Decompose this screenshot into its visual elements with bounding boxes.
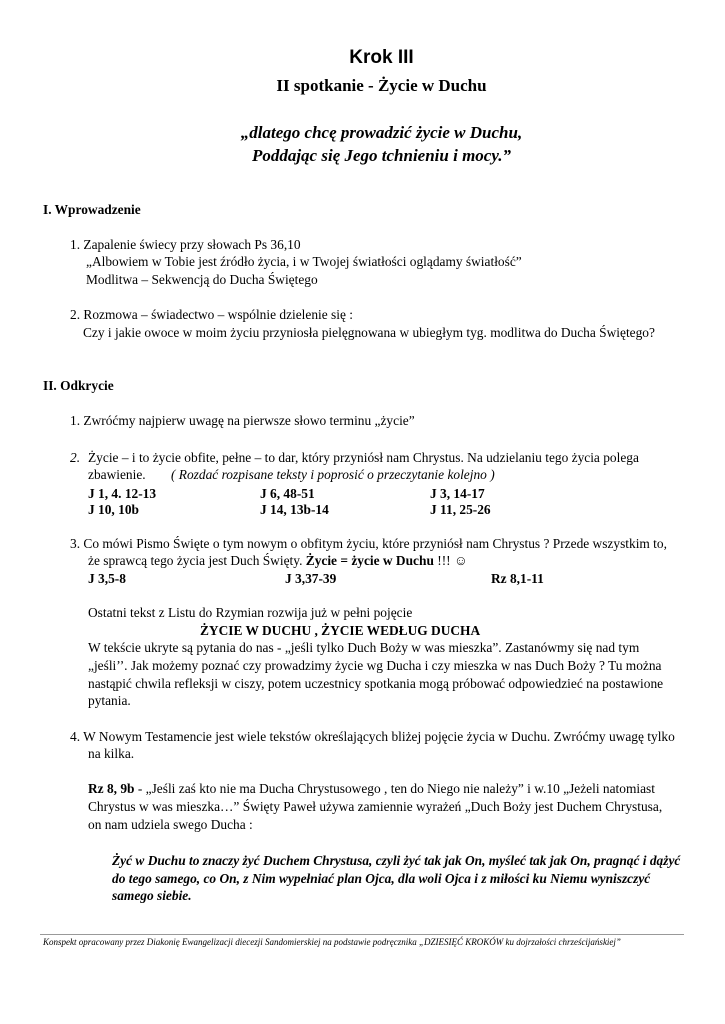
romans-paragraph-line: „jeśli’’. Jak możemy poznać czy prowadzimy życie wg Ducha i czy mieszka w nas Duch Boży ? Tu można (88, 658, 662, 673)
intro-question: Czy i jakie owoce w moim życiu przyniosła pielęgnowana w ubiegłym tyg. modlitwa do Ducha Świętego? (83, 325, 655, 340)
discovery-item-3-line-1: 3. Co mówi Pismo Święte o tym nowym o obfitym życiu, które przyniósł nam Chrystus ? Przede wszystkim to, (70, 536, 667, 551)
intro-item-2: 2. Rozmowa – świadectwo – wspólnie dzielenie się : (70, 307, 353, 322)
discovery-item-4-line-2: na kilka. (88, 746, 135, 761)
key-quote-line: do tego samego, co On, z Nim wypełniać plan Ojca, dla woli Ojca i z miłości ku Niemu wyniszczyć (112, 871, 651, 886)
discovery-item-1: 1. Zwróćmy najpierw uwagę na pierwsze słowo terminu „życie” (70, 413, 415, 428)
discovery-item-2-line-2: zbawienie. (88, 467, 146, 482)
romans-8-9-text: - „Jeśli zaś kto nie ma Ducha Chrystusowego , ten do Niego nie należy” i w.10 „Jeżeli natomiast (134, 781, 655, 796)
romans-paragraph-line: pytania. (88, 693, 131, 708)
romans-8-9-line-3: on nam udziela swego Ducha : (88, 817, 253, 832)
footer-divider (40, 934, 684, 935)
romans-8-9-line-2: Chrystus w was mieszka…” Święty Paweł używa zamiennie wyrażeń „Duch Boży jest Duchem Chrystusa, (88, 799, 663, 814)
scripture-ref: J 14, 13b-14 (260, 502, 329, 517)
scripture-ref: Rz 8,1-11 (491, 571, 544, 586)
key-quote-line: Żyć w Duchu to znaczy żyć Duchem Chrystusa, czyli żyć tak jak On, myśleć tak jak On, pragnąć i dążyć (112, 853, 681, 868)
prayer-note: Modlitwa – Sekwencją do Ducha Świętego (86, 272, 318, 287)
romans-intro: Ostatni tekst z Listu do Rzymian rozwija już w pełni pojęcie (88, 605, 413, 620)
discovery-item-3-text: że sprawcą tego życia jest Duch Święty. (88, 553, 306, 568)
scripture-ref: J 1, 4. 12-13 (88, 486, 157, 501)
section-heading-introduction: I. Wprowadzenie (43, 202, 141, 217)
discovery-item-2-number: 2. (70, 450, 81, 465)
key-quote-line: samego siebie. (112, 888, 192, 903)
section-heading-discovery: II. Odkrycie (43, 378, 114, 393)
romans-paragraph-line: W tekście ukryte są pytania do nas - „jeśli tylko Duch Boży w was mieszka”. Zastanówmy się nad tym (88, 640, 640, 655)
footer-note: Konspekt opracowany przez Diakonię Ewangelizacji diecezji Sandomierskiej na podstawie podręcznika „DZIESIĘĆ KROKÓW ku dojrzałości chrześcijańskiej” (43, 937, 621, 947)
life-in-spirit-formula: Życie = życie w Duchu (305, 553, 434, 568)
scripture-ref: J 3,37-39 (285, 571, 337, 586)
discovery-item-3-emphasis: !!! ☺ (433, 553, 468, 568)
romans-paragraph-line: nastąpić chwila refleksji w ciszy, potem uczestnicy spotkania mogą próbować odpowiedzieć na postawione (88, 676, 664, 691)
motto-line-1: „dlatego chcę prowadzić życie w Duchu, (240, 123, 523, 142)
psalm-quote: „Albowiem w Tobie jest źródło życia, i w Twojej światłości oglądamy światłość” (86, 254, 522, 269)
page-title: Krok III (349, 47, 414, 68)
scripture-ref: J 11, 25-26 (430, 502, 491, 517)
discovery-item-3-line-2 (88, 552, 468, 570)
scripture-ref: J 3,5-8 (88, 571, 126, 586)
romans-8-9-ref: Rz 8, 9b (88, 781, 135, 796)
discovery-item-4-line-1: 4. W Nowym Testamencie jest wiele tekstów określających bliżej pojęcie życia w Duchu. Zwróćmy uwagę tylko (70, 729, 675, 744)
romans-8-9-line-1 (88, 780, 655, 798)
romans-heading: ŻYCIE W DUCHU , ŻYCIE WEDŁUG DUCHA (200, 623, 481, 638)
discovery-item-2-instruction: ( Rozdać rozpisane teksty i poprosić o przeczytanie kolejno ) (171, 467, 495, 482)
scripture-ref: J 10, 10b (88, 502, 139, 517)
scripture-ref: J 3, 14-17 (430, 486, 485, 501)
intro-item-1: 1. Zapalenie świecy przy słowach Ps 36,10 (70, 237, 301, 252)
scripture-ref: J 6, 48-51 (260, 486, 315, 501)
discovery-item-2-line-1: Życie – i to życie obfite, pełne – to dar, który przyniósł nam Chrystus. Na udzielaniu tego życia polega (88, 450, 639, 465)
page-subtitle: II spotkanie - Życie w Duchu (276, 76, 487, 95)
motto-line-2: Poddając się Jego tchnieniu i mocy.” (251, 146, 512, 165)
